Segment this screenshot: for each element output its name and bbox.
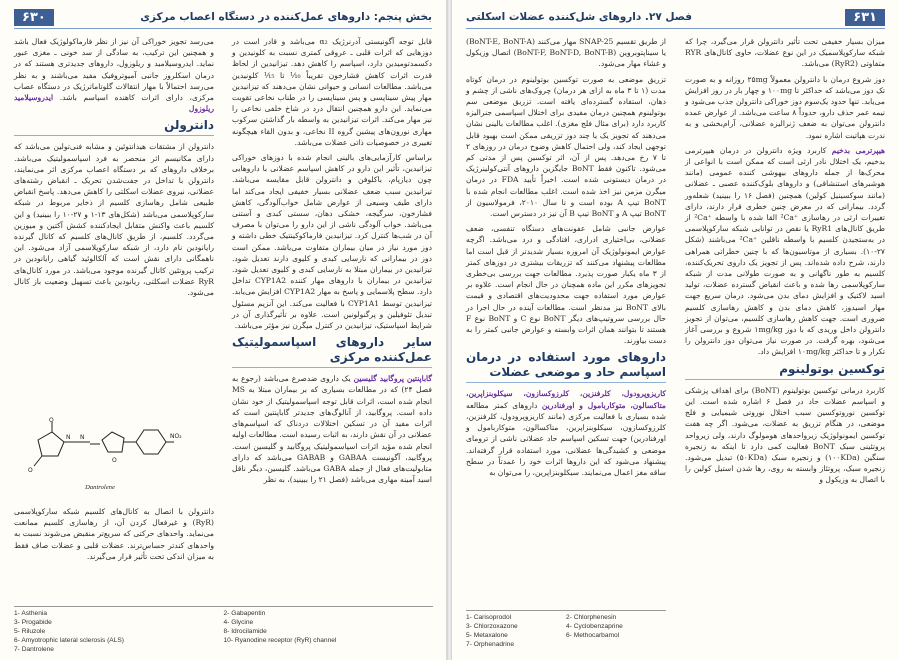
footnote: 3- Progabide xyxy=(14,619,52,626)
section-heading: توکسین بوتولینوم xyxy=(685,362,885,380)
paragraph: میزان بسیار خفیفی تحت تأثیر دانترولن قرار می‌گیرد، چرا که شبکه سارکوپلاسمیک در این نوع عضلات، حاوی کانال‌های RYR متفاوتی (RyR2) می‌باشد. xyxy=(685,37,885,69)
paragraph xyxy=(685,145,885,358)
section-heading: داروهای مورد استفاده در درمان اسپاسم حاد و موضعی عضلات xyxy=(466,350,666,383)
svg-text:O: O xyxy=(49,417,54,424)
paragraph: عوارض جانبی شامل عفونت‌های دستگاه تنفسی، ضعف عضلانی، بی‌اختیاری ادراری، افتادگی و درد می‌باشد. اگرچه عوارض ایمونولوژیک آن امروزه بسیار شدیدتر از قبل است اما مطالعات پیشنهاد می‌کنند که تزریقات بیشتری در دوزهای کمتر از ۳ ماه یکبار صورت پذیرد. مطالعات جهت بررسی بی‌خطری تجویزهای مکرر این ماده همچنان در حال انجام است. علاوه بر عوارض مورد استفاده جهت محدودیت‌های اقتصادی و قیمت بالای BoNT نیز مدنظر است. مطالعات آینده در حال اجرا در حال بررسی سروتیپ‌های دیگر BoNT نوع C و BoNT نوع F هستند تا بتوانند همان اثرات وابسته و عوارض جانبی کمتر را به دست بیاورند. xyxy=(466,224,666,346)
left-page-number: ۶۳۰ xyxy=(14,9,54,26)
paragraph xyxy=(232,373,432,485)
right-page xyxy=(452,0,899,660)
paragraph: تزریق موضعی به صورت توکسین بوتولینوم در درمان کوتاه مدت (۱ تا ۳ ماه به ازای هر درمان) چروک‌های ناشی از چشم و دهان، استفاده گسترده‌ای یافته است. تزریق موضعی سم بوتولینوم همچنین درمان مفیدی برای اختلال اسپاسمی جنرالیزه کاربرد دارد (برای مثال فلج مغزی). اغلب مطالعات بالینی نشان می‌دهند که تجویز یک یا چند دوز تزریقی ممکن است بهبود قابل توجهی ایجاد کند، ولی احتمال کاهش وضوح درمان در روزهای ۲ تا ۷ رخ می‌دهد. پس از آن، اثر توکسین پس از مدتی کم می‌شود. تاکنون فقط BoNT جایگزین داروهای آنتی‌کولینرژیک در درمان دیستونی شده است. اخیراً تأیید FDA در درمان میگرن مزمن نیز اخذ شده است. اغلب مطالعات انجام شده با BoNT تیپ A بوده است و تا سال ۲۰۱۰، فرمولاسیون از BoNT تیپ A و BoNT تیپ B آن نیز در دسترس است. xyxy=(466,74,667,219)
right-running-title: فصل ۲۷. داروهای شل‌کننده عضلات اسکلتی xyxy=(466,11,693,23)
paragraph: قابل توجه آگونیستی آدرنرژیک α₂ می‌باشد و قادر است در دوزهایی که اثرات قلبی ـ عروقی کمتری نسبت به کلونیدین و دکسمدتومیدین دارد، اسپاسم را کاهش دهد. تیزانیدین از لحاظ قدرت اثرات کاهش فشارخون تقریباً ¹⁄₁₀ تا ¹⁄₁₅ کلونیدین می‌باشد. مطالعات انسانی و حیوانی نشان می‌دهند که تیزانیدین مهار پیش سیناپسی و پس سیناپسی را در طناب نخاعی تقویت می‌نماید. این دارو همچنین انتقال درد در شاخ خلفی نخاعی را نیز مهار می‌کند. اثرات تیزانیدین به واسطه بار گذاشتن سرکوب مهاری نورون‌های پیشین گروه II نخاعی، و بدون القاء هیچگونه تغییری در خصوصیات ذاتی عضلات می‌باشد. xyxy=(232,37,432,147)
paragraph: دوز شروع درمان با دانترولن معمولاً ۲۵mg روزانه و به صورت تک دوز می‌باشد که حداکثر تا ۱۰۰mg و چهار بار در روز افزایش می‌یابد. تنها حدود یک‌سوم دوز خوراکی دانترولن جذب می‌شود و نیمه عمر حذف دارو، حدوداً ۸ ساعت می‌باشد. از عوارض عمده دانترولن می‌توان به ضعف ژنرالیزه عضلانی، آرام‌بخشی و به ندرت هپاتیت اشاره نمود. xyxy=(685,74,885,140)
paragraph xyxy=(14,36,214,114)
footnote: 3- Chlorzoxazone xyxy=(466,623,518,630)
left-page-left-column xyxy=(14,36,214,410)
right-page-number: ۶۳۱ xyxy=(845,9,885,26)
svg-text:O: O xyxy=(28,467,33,474)
left-page-left-column-lower xyxy=(14,506,214,606)
footnote: 5- Riluzole xyxy=(14,628,46,635)
footnote: 6- Methocarbamol xyxy=(566,632,620,639)
left-page-header xyxy=(14,6,432,29)
svg-text:NO₂: NO₂ xyxy=(170,433,182,440)
structure-caption: Dantrolene xyxy=(85,484,115,491)
footnote: 7- Dantrolene xyxy=(14,646,54,653)
svg-text:N: N xyxy=(80,434,85,441)
footnote: 2- Chlorphenesin xyxy=(566,614,617,621)
drug-term-list: کاریزوپرودول، کلرفنزین، کلرزوکسازون، سیکلوبنزاپرین، متاکسالون، متوکاربامول و اورفنادرین xyxy=(466,389,666,410)
paragraph-body: یک داروی ضدصرع می‌باشد (رجوع به فصل ۲۴) که در مطالعات بسیاری که بر بیماران مبتلا به MS انجام شده است، اثرات قابل توجه اسپاسمولیتیک از خود نشان داده است. پروگابید، از آنالوگ‌های جدیدتر گاباپنتین است که اثرات مفید آن در تسکین اختلالات دردناک که اسپاسم‌های عضلانی در آن نقش دارند، به اثبات رسیده است. مطالعات اولیه انجام شده مؤید اثرات اسپاسمولیتیک پروگابید و گلیسین است. پروگابید، آگونیست GABAA و GABAB می‌باشد که دارای متابولیت‌های فعال از جمله GABA می‌باشد. گلیسین، دیگر ناقل اسید آمینه مهاری می‌باشد (فصل ۲۱ را ببینید)، به نظر xyxy=(232,374,433,485)
drug-term: هیپرترمی بدخیم xyxy=(831,145,886,155)
footnote: 8- Idrocilamide xyxy=(223,628,267,635)
footnote: 4- Cyclobenzaprine xyxy=(566,623,623,630)
footnote: 2- Gabapentin xyxy=(223,610,266,617)
paragraph: از طریق تقسیم SNAP-25 مهار می‌کنند (BoNT-E, BoNT-A) یا سیناپتوبروین (BoNT-F, BoNT-D, BoNT-B) اتصال وزیکول و غشاء مهار می‌شود. xyxy=(466,37,666,69)
left-page xyxy=(0,0,447,660)
paragraph-body: کاربرد ویژه دانترولن در درمان هیپرترمی بدخیم، یک اختلال نادر ارثی است که ممکن است با انواعی از محرک‌ها از جمله داروهای بیهوشی کننده عمومی (مانند هوشبرهای استنشاقی) و داروهای بلوک‌کننده عصبی ـ عضلانی (مانند سوکسینیل کولین) همچنین (فصل ۱۶ را ببینید) شعله‌ور گردد. بیمارانی که در معرض چنین خطری قرار دارند، دارای تغییرات ارثی در رهاسازی ⁺²Ca القا شده با واسطه ⁺²Ca از طریق کانال‌های RyR1 یا نقص در توانایی شبکه سارکوپلاسمی در به‌ستجیدن کلسیم با واسطه ناقلین ⁺²Ca می‌باشند (شکل ۲۷-۱۰). بسیاری از موتاسیون‌ها که با چنین خطراتی همراهی دارند، شرح داده شده‌اند. پس از تجویز یک داروی تحریک‌کننده، کلسیم به طور ناگهانی و به صورت طولانی مدت از شبکه سارکوپلاسمی رها شده و باعث انقباض گسترده عضلات، تولید اسید لاکتیک و افزایش دمای بدن می‌شود. درمان سریع جهت مهار اسیدوز، کاهش دمای بدن و کاهش رهاسازی کلسیم ضروری است. جهت کاهش رهاسازی کلسیم، می‌توان از تجویز دانترولن داخل وریدی که با دوز ۱mg/kg شروع و بررسی آغاز می‌شود، بهره گرفت. در صورت نیاز می‌توان دوز دانترولن را تکرار و تا حداکثر ۱۰mg/kg افزایش داد. xyxy=(685,145,885,357)
dantrolene-structure xyxy=(20,418,180,498)
footnote: 4- Glycine xyxy=(223,619,254,626)
svg-text:O: O xyxy=(112,457,117,464)
footnote: 10- Ryanodine receptor (RyR) channel xyxy=(223,637,337,644)
paragraph-body: داروهای کمتر مطالعه شده بسیاری با فعالیت مرکزی (مانند کاریزوپرودول، کلرفنزین، کلرزوکسازون، سیکلوبنزاپرین، متاکسالون، متوکاربامول و اورفنادرین) جهت تسکین اسپاسم حاد عضلانی ناشی از ترومای موضعی و کشیدگی‌ها عضلانی، مورد استفاده قرار گرفته‌اند. پیشنهاد می‌شود که این داروها اثرات خود را عمدتاً در سطح ساقه مغز اعمال می‌نمایند. سیکلوبنزاپرین، را می‌توان به xyxy=(466,400,666,477)
paragraph: دانترولن با اتصال به کانال‌های کلسیم شبکه سارکوپلاسمی (RyR) و غیرفعال کردن آن، از رهاسازی کلسیم ممانعت می‌نماید. واحدهای حرکتی که سریع‌تر منقبض می‌شوند نسبت به واحدهای کندتر حساس‌ترند. عضلات قلبی و عضلات صاف فقط به میزان اندکی تحت تأثیر قرار می‌گیرند. xyxy=(14,507,214,561)
section-heading: دانترولن xyxy=(14,118,214,136)
footnote: 6- Amyotrophic lateral sclerosis (ALS) xyxy=(14,637,124,644)
right-page-right-column xyxy=(685,36,885,646)
paragraph: دانترولن از مشتقات هیدانتوئین و مشابه فنی‌تولین می‌باشد که دارای مکانیسم اثر منحصر به فرد اسپاسمولیتیک می‌باشد. برخلاف داروهای که بر دستگاه اعصاب مرکزی اثر می‌نمایند، دانترولن با تداخل در جفت‌شدن تحریک ـ انقباض رشته‌های عضلانی، نیروی عضلات اسکلتی را کاهش می‌دهد. پاسخ انقباض طبیعی شامل رهاسازی کلسیم از ذخایر مربوط در شبکه سارکوپلاسمی می‌باشد (شکل‌های ۱۳-۱ و ۲۷-۱۰ را ببینید) و این کلسیم باعث واکنش متقابل ایجادکننده کشش آکتین و میوزین می‌گردد. کلسیم، از طریق کانال‌های کلسیم که کانال گیرنده رایانودین نام دارد، از شبکه سارکوپلاسمی آزاد می‌شود. این ناهمگانی دارای نقش است که آلکالوئید گیاهی رایانودین در ترکیب پروتئین کانال گیرنده موجود می‌باشد. در مورد کانال‌های RyR عضلات اسکلتی، ریانودین باعث تسهیل وضعیت باز کانال می‌شود. xyxy=(14,142,214,298)
drug-term: گلیسین xyxy=(353,374,377,384)
drug-term: ایدروسیلامید xyxy=(14,93,54,103)
paragraph: کاربرد درمانی توکسین بوتولینوم (BoNT) برای اهداف پزشکی و اسپاسم عضلات حاد در فصل ۶ اشاره شده است. این توکسین نوروتوکسین سبب اختلال نوروتی شیمیایی و فلج موضعی، در هنگام تزریق به عضلات، می‌شود. اگر چه هفت توکسین ایمونولوژیک زیرواحدهای هومولوگ دارند، ولی زیرواحد پروتئینی سبک BoNT فعالیت کمی دارد تا اینکه به زنجیره سنگین (۱۰۰KDa) و زنجیره سبک (۵۰KDa) تبدیل می‌شود. زنجیره سبک، پروتئاز وابسته به روی، رها شدن استیل کولین را با اتصال به وزیکول و xyxy=(685,385,886,485)
drug-term: گاباپنتین xyxy=(406,374,432,384)
left-footnotes xyxy=(14,606,433,654)
paragraph: براساس کارآزمایی‌های بالینی انجام شده با دوزهای خوراکی تیزانیدین، تأثیر این دارو در کاهش اسپاسم عضلانی با داروهایی چون دیازپام، باکلوفن و دانترولن قابل مقایسه می‌باشد. تیزانیدین سبب ضعف عضلانی بسیار خفیفی ایجاد می‌کند اما دارای طیف وسیعی از عوارض شامل خواب‌آلودگی، کاهش فشارخون، سرگیجه، خشکی دهان، سستی کبدی و آستنی می‌باشد. خواب آلودگی ناشی از این دارو را می‌توان با مصرف آن در شب‌ها کنترل کرد. تیزانیدین فارماکوکینتیک خطی داشته و دوز مورد نیاز در میان بیماران متفاوت می‌باشد. ممکن است دوز در بیمارانی که نارسایی کبدی و کلیوی دارند تعدیل شود. تیزانیدین در بیماران مبتلا به نارسایی کبدی و کلیوی تعدیل شود. تیزانیدین در بیماران با داروهای مهار کننده CYP1A2 تداخل دارد. سطح پلاسمایی و پاسخ به مهار CYP1A2 افزایش می‌یابد. تیزانیدین توسط CYP1A1 با فعالیت می‌کند. این آنزیم مسئول تبدیل تئوفیلین و پرگنولونین است. علاوه بر تأثیرگذاری آن در شرایط اسپاستیک، تیزانیدین در کنترل میگرن نیز مؤثر می‌باشد. xyxy=(232,153,433,331)
drug-term: پروگابید xyxy=(379,374,404,384)
paragraph xyxy=(466,388,666,478)
chemical-structure-drawing xyxy=(20,418,180,482)
footnote: 1- Asthenia xyxy=(14,610,47,617)
right-footnotes xyxy=(466,610,666,649)
section-heading: سایر داروهای اسپاسمولیتیک عمل‌کننده مرکزی xyxy=(232,335,432,368)
footnote: 5- Metaxalone xyxy=(466,632,508,639)
svg-text:N: N xyxy=(66,434,71,441)
right-page-left-column xyxy=(466,36,666,592)
right-page-header xyxy=(466,6,885,29)
left-running-title: بخش پنجم: داروهای عمل‌کننده در دستگاه اعصاب مرکزی xyxy=(140,11,432,23)
drug-term: ریلوزول xyxy=(188,104,214,114)
footnote: 1- Carisoprodol xyxy=(466,614,512,621)
footnote: 7- Orphenadrine xyxy=(466,641,515,648)
left-page-right-column xyxy=(232,36,432,596)
paragraph-body: می‌رسد تجویز خوراکی آن نیز از نظر فارماکولوژیک فعال باشد و همچنین این ترکیب، به سادگی از سد خونی ـ مغزی عبور نماید. ایدروسیلامید و ریلوزول، داروهای جدیدتری هستند که در درمان اسکلروز جانبی آمیوتروفیک مفید می‌باشند و به نظر می‌رسد احتمالاً با مهار انتقالات گلوتاماترژیک در دستگاه عصاب مرکزی، دارای اثرات کاهنده اسپاسم باشد. xyxy=(14,37,214,103)
